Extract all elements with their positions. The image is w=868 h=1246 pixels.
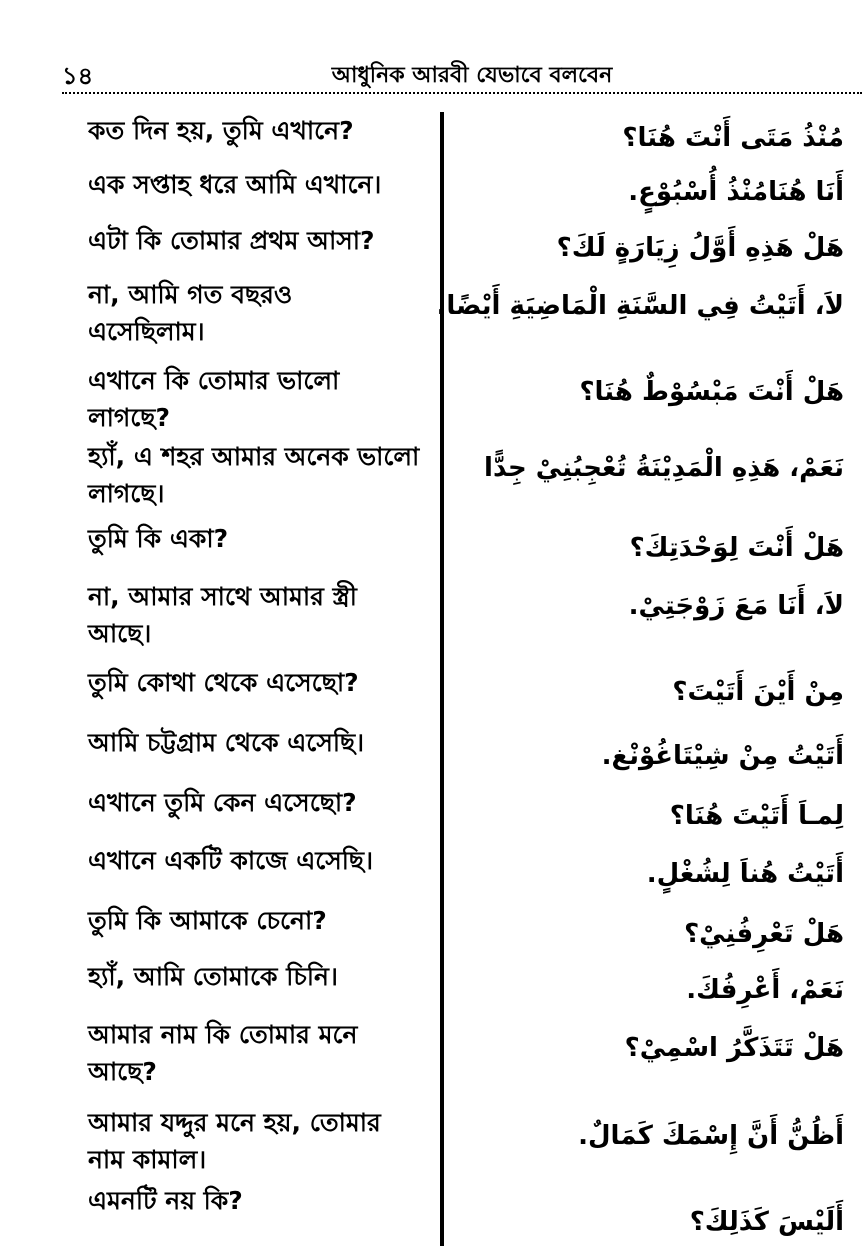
bengali-phrase: এখানে তুমি কেন এসেছো? (88, 788, 357, 817)
bengali-phrase: আমার যদ্দুর মনে হয়, তোমার নাম কামাল। (88, 1108, 381, 1174)
arabic-phrase: نَعَمْ، هَذِهِ الْمَدِيْنَةُ تُعْجِبُنِيْ جِدًّا (484, 453, 844, 483)
bengali-phrase: এখানে কি তোমার ভালো লাগছে? (88, 366, 340, 432)
bengali-phrase: না, আমার সাথে আমার স্ত্রী আছে। (88, 582, 357, 648)
arabic-phrase: هَلْ أَنْتَ لِوَحْدَتِكَ؟ (629, 533, 844, 563)
bengali-phrase: তুমি কি একা? (88, 524, 229, 553)
bengali-phrase: হ্যাঁ, আমি তোমাকে চিনি। (88, 962, 338, 991)
bengali-phrase: তুমি কোথা থেকে এসেছো? (88, 668, 359, 697)
arabic-phrase: أَتَيْتُ هُناَ لِشُغْلٍ. (646, 859, 844, 889)
arabic-phrase: هَلْ أَنْتَ مَبْسُوْطٌ هُنَا؟ (579, 377, 844, 407)
arabic-phrase: هَلْ تَعْرِفُنِيْ؟ (684, 919, 844, 949)
arabic-phrase: لِمـاَ أَتَيْتَ هُنَا؟ (669, 801, 844, 831)
arabic-phrase: لاَ، أَتَيْتُ فِي السَّنَةِ الْمَاضِيَةِ أَيْضًا. (436, 291, 844, 321)
bengali-phrase: না, আমি গত বছরও এসেছিলাম। (88, 280, 293, 346)
bengali-phrase: এটা কি তোমার প্রথম আসা? (88, 226, 375, 255)
bengali-phrase: হ্যাঁ, এ শহর আমার অনেক ভালো লাগছে। (88, 442, 420, 508)
arabic-phrase: هَلْ هَذِهِ أَوَّلُ زِيَارَةٍ لَكَ؟ (556, 233, 844, 263)
arabic-phrase: أَنَا هُنَامُنْذُ أُسْبُوْعٍ. (628, 177, 844, 207)
running-title: আধুনিক আরবী যেভাবে বলবেন (331, 63, 613, 88)
arabic-phrase: لاَ، أَنَا مَعَ زَوْجَتِيْ. (628, 591, 844, 621)
arabic-phrase: هَلْ تَتَذَكَّرُ اسْمِيْ؟ (624, 1033, 844, 1063)
bengali-phrase: এক সপ্তাহ ধরে আমি এখানে। (88, 170, 382, 199)
arabic-phrase: مِنْ أَيْنَ أَتَيْتَ؟ (672, 677, 844, 707)
bengali-phrase: এখানে একটি কাজে এসেছি। (88, 846, 374, 875)
bengali-phrase: তুমি কি আমাকে চেনো? (88, 906, 327, 935)
arabic-phrase: نَعَمْ، أَعْرِفُكَ. (686, 975, 844, 1005)
arabic-phrase: أَلَيْسَ كَذَلِكَ؟ (689, 1207, 844, 1237)
bengali-phrase: আমি চট্টগ্রাম থেকে এসেছি। (88, 728, 365, 757)
arabic-phrase: مُنْذُ مَتَى أَنْتَ هُنَا؟ (622, 123, 844, 153)
arabic-phrase: أَظُنُّ أَنَّ إِسْمَكَ كَمَالٌ. (578, 1121, 844, 1151)
bengali-phrase: কত দিন হয়, তুমি এখানে? (88, 116, 354, 145)
bengali-phrase: আমার নাম কি তোমার মনে আছে? (88, 1020, 358, 1086)
page-number: ১৪ (62, 62, 94, 90)
arabic-phrase: أَتَيْتُ مِنْ شِيْتَاغُوْنْغ. (601, 741, 844, 771)
bengali-phrase: এমনটি নয় কি? (88, 1186, 243, 1215)
